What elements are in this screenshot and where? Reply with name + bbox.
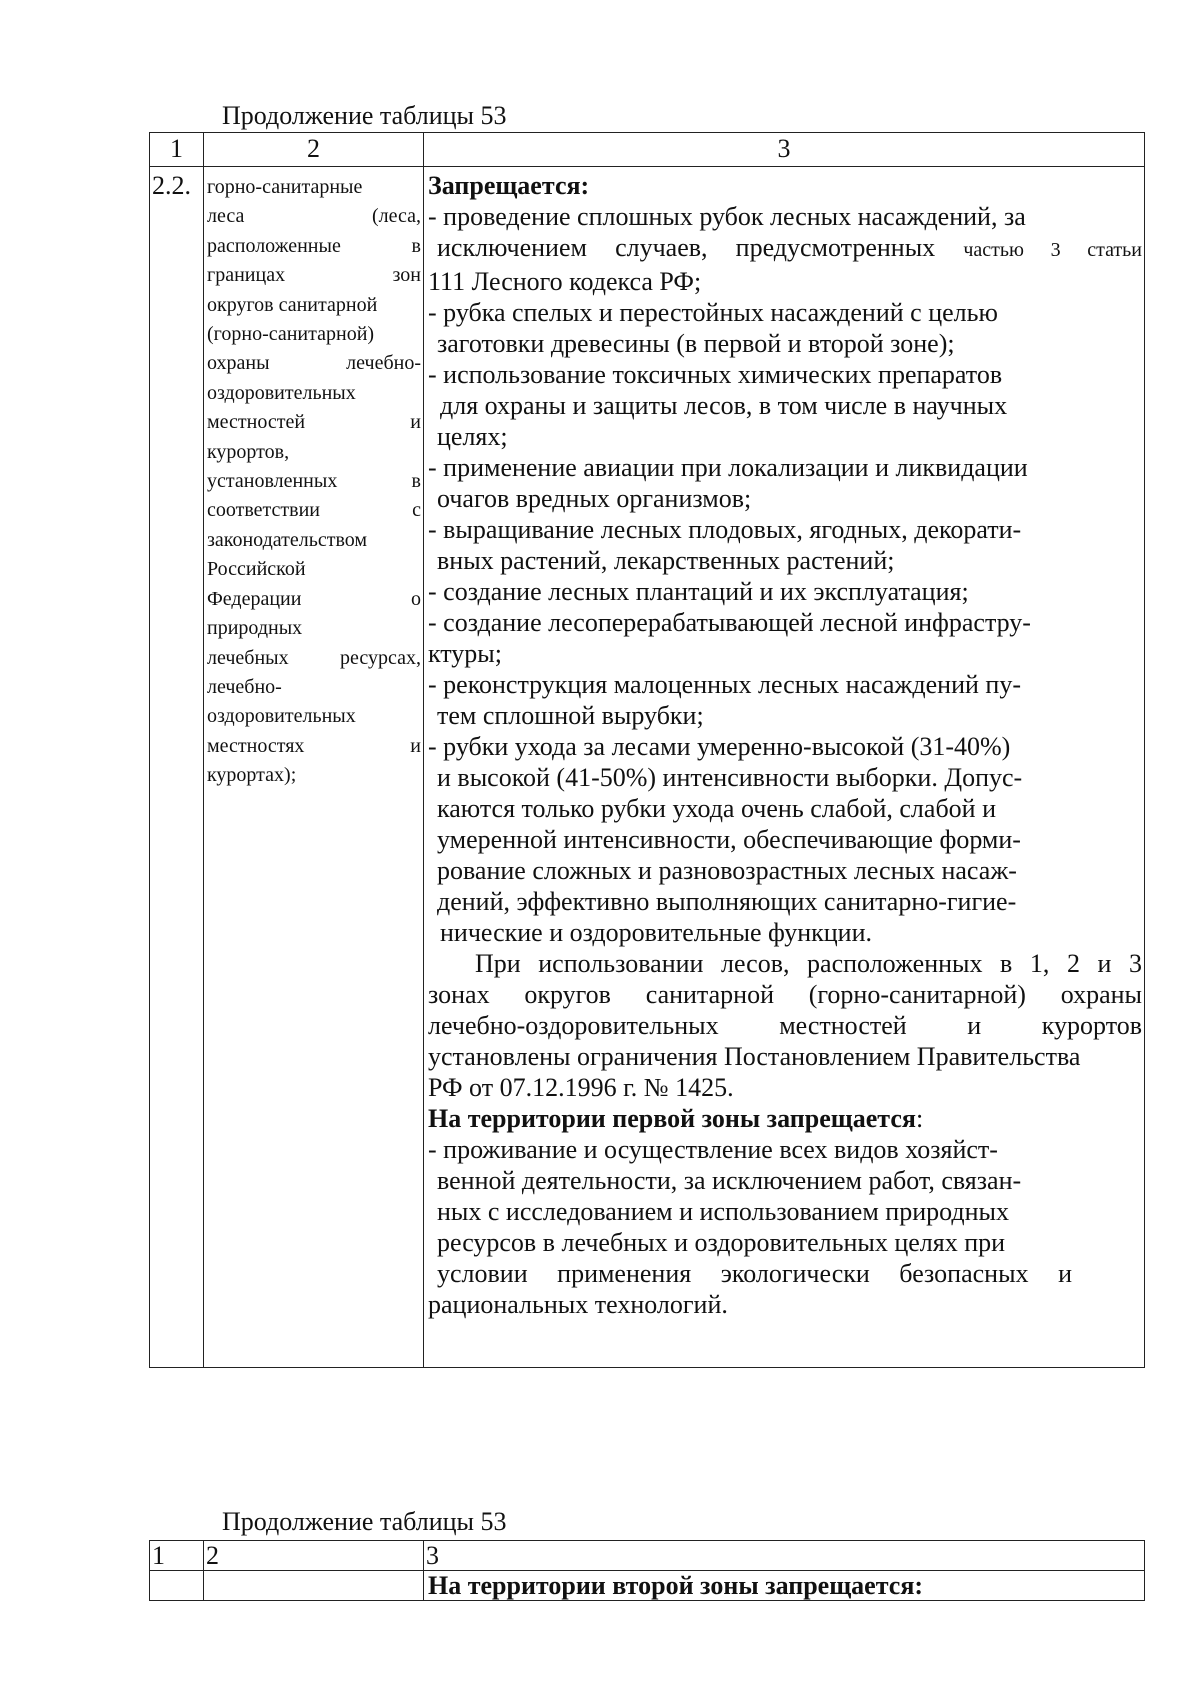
empty-cell — [150, 1571, 204, 1601]
header-cell-2: 2 — [204, 133, 424, 167]
table-row — [150, 167, 1145, 1368]
table-header-row — [150, 1541, 1145, 1571]
restriction-line: - проведение сплошных рубок лесных насаждений, за — [428, 202, 1026, 231]
restriction-line: При использовании лесов, расположенных в 1, 2 и 3 — [475, 949, 1142, 978]
restriction-line: зонах округов санитарной (горно-санитарной) охраны — [428, 980, 1142, 1009]
restriction-line: РФ от 07.12.1996 г. № 1425. — [428, 1073, 734, 1102]
restriction-text: исключением случаев, предусмотренных — [437, 233, 936, 262]
category-line: округов санитарной — [207, 293, 378, 316]
empty-cell — [204, 1571, 424, 1601]
restriction-line: ктуры; — [428, 639, 503, 668]
row-number: 2.2. — [150, 167, 204, 1368]
category-line: Федерации о — [207, 587, 421, 610]
restriction-line: каются только рубки ухода очень слабой, слабой и — [437, 794, 996, 823]
restriction-line: вных растений, лекарственных растений; — [437, 546, 895, 575]
restriction-line: дений, эффективно выполняющих санитарно-гигие- — [437, 887, 1017, 916]
restriction-line: - проживание и осуществление всех видов хозяйст- — [428, 1135, 998, 1164]
restriction-line: очагов вредных организмов; — [437, 484, 752, 513]
table-header-row — [150, 133, 1145, 167]
table-caption: Продолжение таблицы 53 — [222, 101, 507, 130]
category-line: курортах); — [207, 764, 297, 787]
restriction-line: и высокой (41-50%) интенсивности выборки. Допус- — [437, 763, 1023, 792]
restriction-line: - создание лесных плантаций и их эксплуатация; — [428, 577, 969, 606]
restriction-line: - выращивание лесных плодовых, ягодных, декорати- — [428, 515, 1022, 544]
restriction-line: тем сплошной вырубки; — [437, 701, 704, 730]
table-row — [150, 1571, 1145, 1601]
restrictions-cell — [424, 167, 1145, 1368]
restriction-line: рование сложных и разновозрастных лесных насаж- — [437, 856, 1017, 885]
restriction-line: ных с исследованием и использованием природных — [437, 1197, 1009, 1226]
header-cell-1: 1 — [150, 1541, 204, 1571]
category-line: соответствии с — [207, 499, 421, 522]
restriction-line: - использование токсичных химических препаратов — [428, 360, 1003, 389]
restriction-line: - рубки ухода за лесами умеренно-высокой (31-40%) — [428, 732, 1011, 761]
restriction-text-small: частью 3 статьи — [963, 239, 1142, 261]
header-cell-2: 2 — [204, 1541, 424, 1571]
regulations-table — [149, 132, 1145, 1368]
continuation-table — [149, 1540, 1145, 1601]
category-line: природных — [207, 617, 303, 640]
restriction-line: заготовки древесины (в первой и второй зоне); — [437, 329, 955, 358]
zone1-heading — [428, 1103, 1142, 1134]
category-line: оздоровительных — [207, 381, 356, 404]
header-cell-3: 3 — [424, 133, 1145, 167]
category-line: Российской — [207, 558, 306, 581]
category-line: установленных в — [207, 470, 421, 493]
zone2-heading: На территории второй зоны запрещается: — [424, 1571, 1145, 1601]
restriction-line: лечебно-оздоровительных местностей и курортов — [428, 1011, 1142, 1040]
restrictions-heading: Запрещается: — [428, 171, 590, 200]
restriction-line: - применение авиации при локализации и ликвидации — [428, 453, 1028, 482]
category-line: границах зон — [207, 264, 421, 287]
category-line: охраны лечебно- — [207, 352, 421, 375]
category-line: горно-санитарные — [207, 176, 363, 198]
table-caption: Продолжение таблицы 53 — [222, 1507, 507, 1536]
restriction-line: венной деятельности, за исключением работ, связан- — [437, 1166, 1022, 1195]
category-line: лечебных ресурсах, — [207, 646, 421, 669]
category-line: лечебно- — [207, 675, 282, 698]
category-line: расположенные в — [207, 234, 421, 257]
restriction-line: условии применения экологически безопасных и — [437, 1259, 1072, 1288]
forest-category-cell — [204, 167, 424, 1368]
category-line: курортов, — [207, 440, 290, 463]
category-line: местностей и — [207, 411, 421, 434]
category-line: оздоровительных — [207, 705, 356, 728]
restriction-line: - реконструкция малоценных лесных насаждений пу- — [428, 670, 1021, 699]
restriction-line: ресурсов в лечебных и оздоровительных целях при — [437, 1228, 1006, 1257]
restriction-line: целях; — [437, 422, 508, 451]
zone1-heading-text: На территории первой зоны запрещается — [428, 1104, 916, 1133]
category-line: местностях и — [207, 734, 421, 757]
category-line: законодательством — [207, 528, 368, 551]
header-cell-1: 1 — [150, 133, 204, 167]
restriction-line: - создание лесоперерабатывающей лесной инфрастру- — [428, 608, 1031, 637]
restriction-line: нические и оздоровительные функции. — [440, 918, 872, 947]
restriction-line: установлены ограничения Постановлением Правительства — [428, 1042, 1081, 1071]
category-line: (горно-санитарной) — [207, 323, 375, 346]
zone1-heading-colon: : — [915, 1104, 924, 1133]
restriction-line: для охраны и защиты лесов, в том числе в научных — [440, 391, 1008, 420]
restriction-line: рациональных технологий. — [428, 1290, 728, 1319]
restriction-line — [428, 232, 1142, 266]
restriction-line: - рубка спелых и перестойных насаждений с целью — [428, 298, 998, 327]
category-line: леса (леса, — [207, 205, 421, 228]
header-cell-3: 3 — [424, 1541, 1145, 1571]
restriction-line: 111 Лесного кодекса РФ; — [428, 267, 702, 296]
restriction-line: умеренной интенсивности, обеспечивающие форми- — [437, 825, 1021, 854]
